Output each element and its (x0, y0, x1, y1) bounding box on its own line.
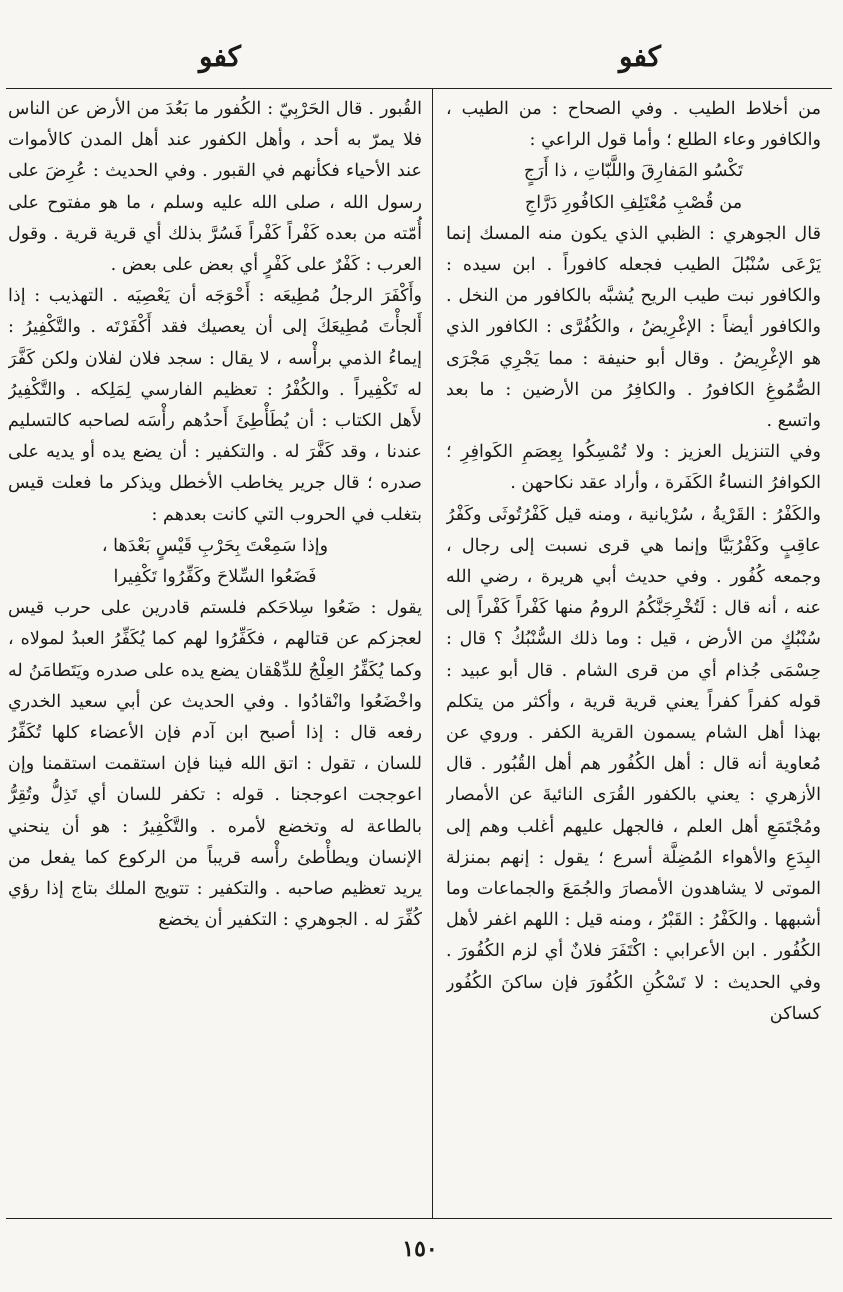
left-paragraph-2: وأَكْفَرَ الرجلُ مُطِيعَه : أَحْوَجَه أن يَعْصِيَه . التهذيب : إذا أَلجأْتَ مُطِيعَكَ إلى أن يعصيك فقد أَكْفَرْتَه . والتَّكْفِيرُ : إيماءُ الذمي برأْسه ، لا يقال : سجد فلان لفلان ولكن كَفَّرَ له تَكْفِيراً . والكُفْرُ : تعظيم الفارسي لِمَلِكه . والتَّكْفِيرُ لأَهل الكتاب : أن يُطَأْطِئَ أَحدُهم رأْسَه لصاحبه كالتسليم عندنا ، وقد كَفَّرَ له . والتكفير : أن يضع يده أو يديه على صدره ؛ قال جرير يخاطب الأخطل ويذكر ما فعلت قيس بتغلب في الحروب التي كانت بعدهم : (8, 286, 422, 525)
left-paragraph-3: يقول : ضَعُوا سِلاحَكم فلستم قادرين على حرب قيس لعجزكم عن قتالهم ، فكَفِّرُوا لهم كما يُكَفِّرُ العبدُ لمولاه ، وكما يُكَفِّرُ العِلْجُ للدِّهْقان يضع يده على صدره ويَتَطامَنُ له واخْضَعُوا وانْقادُوا . وفي الحديث عن أبي سعيد الخدري رفعه قال : إذا أصبح ابن آدم فإن الأعضاء كلها تُكَفِّرُ للسان ، تقول : اتق الله فينا فإن استقمت استقمنا وإن اعوججت اعوججنا . قوله : تكفر للسان أي تَذِلُّ وتُقِرُّ بالطاعة له وتخضع لأمره . والتَّكْفِيرُ : هو أن ينحني الإنسان ويطأْطئ رأْسه قريباً من الركوع كما يفعل من يريد تعظيم صاحبه . والتكفير : تتويج الملك بتاج إذا رؤي كُفِّرَ له . الجوهري : التكفير أن يخضع (8, 598, 422, 931)
left-paragraph-1: القُبور . قال الحَرْبِيّ : الكُفور ما بَعُدَ من الأرض عن الناس فلا يمرّ به أحد ، وأهل الكفور عند أهل المدن كالأموات عند الأحياء فكأنهم في القبور . وفي الحديث : عُرِضَ على رسول الله ، صلى الله عليه وسلم ، ما هو مفتوح على أُمّته من بعده كَفْراً كَفْراً فَسُرَّ بذلك أي قرية قرية . وقول العرب : كَفْرٌ على كَفْرٍ أي بعض على بعض . (8, 99, 422, 276)
right-paragraph-3: وفي التنزيل العزيز : ولا تُمْسِكُوا بِعِصَمِ الكَوافِرِ ؛ الكوافرُ النساءُ الكَفَرة ، وأراد عقد نكاحهن . (446, 442, 821, 494)
column-divider (432, 88, 433, 1218)
header-word-right: كفو (619, 40, 661, 73)
bottom-rule (6, 1218, 832, 1219)
top-rule (6, 88, 832, 89)
page-number: ١٥٠ (402, 1236, 438, 1262)
left-verse-line-1: وإذا سَمِعْتَ بِحَرْبِ قَيْسٍ بَعْدَها ، (101, 535, 329, 556)
left-verse-line-2: فَضَعُوا السِّلاحَ وكَفِّرُوا تَكْفِيرا (113, 567, 317, 588)
right-verse-line-1: تَكْسُو المَفارِقَ واللَّبّاتِ ، ذا أَرَجٍ (523, 161, 744, 182)
right-paragraph-2: قال الجوهري : الظبي الذي يكون منه المسك إنما يَرْعَى سُنْبُلَ الطيب فجعله كافوراً . ابن سيده : والكافور نبت طيب الريح يُشبَّه بالكافور من النخل . والكافور أيضاً : الإغْرِيضُ ، والكُفُرَّى : الكافور الذي هو الإغْرِيضُ . وقال أبو حنيفة : مما يَجْرِي مَجْرَى الصُّمُوغِ الكافورُ . والكافِرُ من الأرضين : ما بعد واتسع . (446, 223, 821, 432)
header-word-left: كفو (199, 40, 241, 73)
right-column (446, 94, 821, 1214)
right-paragraph-4: والكَفْرُ : القَرْيةُ ، سُرْيانية ، ومنه قيل كَفْرُتُوثَى وكَفْرُ عاقِبٍ وكَفْرُبَيَّا وإنما هي قرى نسبت إلى رجال ، وجمعه كُفُور . وفي حديث أبي هريرة ، رضي الله عنه ، أنه قال : لَتُخْرِجَنَّكُمُ الرومُ منها كَفْراً كَفْراً إلى سُنْبُكٍ من الأرض ، قيل : وما ذلك السُّنْبُكُ ؟ قال : حِسْمَى جُذام أي من قرى الشام . قال أبو عبيد : قوله كفراً كفراً يعني قرية قرية ، وأكثر من يتكلم بهذا أهل الشام يسمون القرية الكفر . وروي عن مُعاوية أنه قال : أهل الكُفُور هم أهل القُبُور . قال الأزهري : يعني بالكفور القُرَى النائيةَ عن الأمصار ومُجْتَمَعِ أهل العلم ، فالجهل عليهم أغلب وهم إلى البِدَعِ والأهواء المُضِلَّة أسرع ؛ يقول : إنهم بمنزلة الموتى لا يشاهدون الأمصارَ والجُمَعَ والجماعات وما أشبهها . والكَفْرُ : القَبْرُ ، ومنه قيل : اللهم اغفر لأهل الكُفُور . ابن الأعرابي : اكْتَفَرَ فلانٌ أي لزم الكُفُورَ . وفي الحديث : لا تَسْكُنِ الكُفُورَ فإن ساكنَ الكُفُور كساكن (446, 504, 821, 1024)
right-verse-line-2: من قُصْبِ مُعْتَلِفِ الكافُورِ دَرَّاجِ (524, 192, 743, 213)
right-paragraph-1: من أخلاط الطيب . وفي الصحاح : من الطيب ، والكافور وعاء الطلع ؛ وأما قول الراعي : (446, 99, 821, 151)
left-column (8, 94, 422, 1214)
